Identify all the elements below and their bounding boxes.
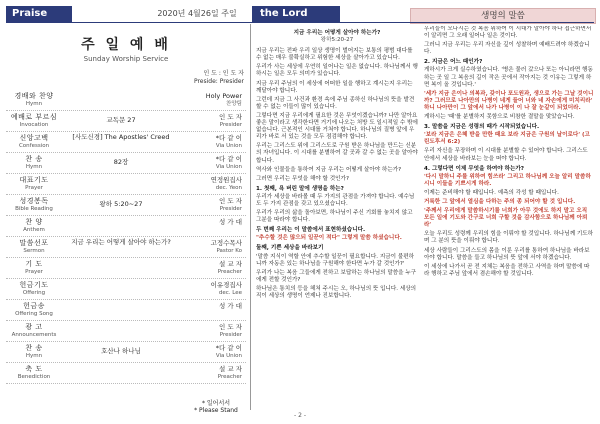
order-item-en: Benediction	[17, 374, 51, 380]
order-item-ko: 찬 송	[25, 344, 43, 352]
service-title: 주 일 예 배	[81, 37, 171, 53]
sermon-paragraph: 우리 자신을 무장하며 이 시대를 분별할 수 있어야 합니다. 그리스도 안에서 세상을 바라보는 눈을 떠야 합니다.	[424, 148, 588, 162]
order-item-leader: 인 도 자	[219, 323, 242, 331]
page-number: - 2 -	[294, 412, 306, 419]
order-item-ko: 헌금송	[23, 302, 45, 310]
sermon-paragraph: 그러면 우리는 무엇을 해야 할 것인가?	[256, 175, 349, 182]
order-item-leader-en: Preacher	[217, 269, 242, 275]
order-item-en: Anthem	[23, 227, 45, 233]
sermon-section-tag: 생명의 말씀	[410, 8, 596, 24]
order-row-announcements	[6, 321, 246, 342]
order-item-leader: 인 도 자	[219, 197, 242, 205]
sermon-text-column-2	[424, 26, 594, 410]
order-item-leader: 이유경집사	[210, 281, 242, 289]
order-item-en: Offering Song	[15, 311, 53, 317]
sermon-paragraph: 오늘 우리도 성령께 우리의 힘을 이뤄야 할 것입니다. 하나님께 기도하며 그 분의 뜻을 이뤄야 합니다.	[424, 231, 594, 245]
order-item-ko: 성경봉독	[19, 197, 49, 205]
order-item-leader-en: 찬양팀	[226, 101, 242, 107]
sermon-paragraph: 우리가 우리의 삶을 돌아보면, 하나님이 주신 기회를 놓치지 않고 그분을 따라야 합니다.	[256, 210, 413, 224]
order-item-detail: 호산나 하나님	[101, 347, 141, 355]
order-row-offering-song	[6, 300, 246, 321]
sermon-highlight: '주께서 우리에게 말씀하시기를 너희가 아무 것에도 하지 말고 오직 모든 일에 기도와 간구로 너희 구할 것을 감사함으로 하나님께 아뢰라'	[424, 208, 588, 229]
order-item-en: Prayer	[25, 269, 43, 275]
order-row-confession	[6, 132, 246, 153]
order-row-hymn-hosanna	[6, 342, 246, 363]
presider-en: Preside: Presider	[193, 78, 244, 85]
sermon-paragraph: 게하시가 크게 실수하였습니다. '병은 물러 갔으나 또는 아니라면 행동하는 곳 일 그 복음의 길이 작은 곳에서 작아지는 것 이유는 그렇게 하면 복이 올 것입니다.'	[424, 67, 593, 88]
sermon-paragraph: 우리들이 오나시는 것 복음 위하여 이 시대가 알아야 하나 접근하면서 이 알리면 그 오래 일어나 일은 것이다.	[424, 26, 592, 40]
sermon-paragraph: 그런데 지금 그 사건과 환경 속에 주님 종하신 하나님의 뜻을 발견할 수 없는 이들이 많이 있습니다.	[256, 96, 415, 110]
the-lord-header-bar: the Lord	[252, 6, 340, 22]
order-item-ko: 찬 송	[25, 155, 43, 163]
order-item-en: Hymn	[25, 353, 43, 359]
sermon-heading: 둘째, 기쁜 세상을 바라보기	[256, 245, 324, 252]
order-item-en: Announcements	[11, 332, 57, 338]
sermon-text-column-1	[256, 26, 418, 410]
sermon-highlight: '보라 지금은 은혜 받을 만한 때요 보라 지금은 구원의 날이로다' (고린도후서 6:2)	[424, 132, 590, 146]
order-item-en: Offering	[22, 290, 46, 296]
order-item-leader-en: Presider	[219, 332, 242, 338]
order-row-hymn-82	[6, 153, 246, 174]
sermon-paragraph: 그러니 지금 우리는 우리 자신을 깊이 성찰하며 예배드려야 하겠습니다.	[424, 42, 590, 56]
sermon-heading: 1. 첫째, 욕 버린 말에 생명을 하는?	[256, 185, 344, 192]
order-item-ko: 예배로 부르심	[10, 113, 58, 121]
sermon-paragraph: 세상 사람들이 그리스도의 몸을 이룬 우리를 통하여 하나님을 바라보아야 합니다. 말씀을 들고 하나님의 뜻 앞에 서야 하겠습니다.	[424, 247, 590, 261]
sermon-reference: 왕하5:20-27	[320, 37, 354, 44]
stand-note	[186, 400, 246, 414]
order-item-leader-en: Preacher	[217, 374, 242, 380]
order-item-leader: 고정수목사	[210, 239, 242, 247]
sermon-heading: 두 번째 우리는 이 말씀에서 표현하셨습니다.	[256, 227, 366, 234]
sermon-paragraph: 우리는 그리스도 위에 그리스도로 구원 받은 하나님을 만드는 신분의 자녀입니다. 이 시대를 분별하여 갈 곳과 갈 수 없는 곳을 알아야 합니다.	[256, 143, 418, 164]
order-item-leader: 인 도 자	[219, 113, 242, 121]
order-item-ko: 찬 양	[25, 218, 43, 226]
order-item-leader: 연정원집사	[210, 176, 242, 184]
order-row-bible-reading	[6, 195, 246, 216]
order-item-leader-en: Via Union	[215, 353, 242, 359]
order-item-leader-en: Pastor Ko	[216, 248, 242, 254]
order-item-detail: 지금 우리는 어떻게 살아야 하는가?	[71, 238, 171, 246]
sermon-paragraph: 게하시는 '때'를 분별하지 못함으로 비참한 결말을 맞았습니다.	[424, 114, 575, 121]
order-item-leader-en: Presider	[219, 206, 242, 212]
sermon-paragraph: 하나님은 통치의 등을 헤쳐 주시는 오, 하나님의 뜻 입니다. 세상의 직이 세상의 생명이 언제나 진보합니다.	[256, 285, 417, 299]
order-row-prayer	[6, 174, 246, 195]
order-item-ko: 신앙고백	[19, 134, 49, 142]
sermon-paragraph: '말씀 지식이 역할 안에 추수할 일꾼이 필요합니다. 지금이 불편하니까 자동은 있는 하나님을 구원해야 한다면 누가 갈 것인가?'	[256, 253, 415, 267]
order-item-ko: 광 고	[25, 323, 43, 331]
order-row-benediction	[6, 363, 246, 384]
service-subtitle: Sunday Worship Service	[83, 55, 169, 63]
praise-header-bar: Praise	[6, 6, 72, 22]
header-divider	[6, 22, 594, 23]
sermon-paragraph: 우리가 나는 복음 그들에게 전하고 보답하는 하나님의 말씀을 누구에게 전할 것인가?	[256, 269, 417, 283]
order-row-hymn-praise	[6, 90, 246, 111]
order-row-invocation	[6, 111, 246, 132]
order-item-en: Bible Reading	[15, 206, 53, 212]
order-item-ko: 기 도	[25, 260, 43, 268]
sermon-highlight: '세가 지금 은이나 의복과, 갖이나 포도원과, 생으로 가는 그날 것이니까? 그러므로 나아만의 나병이 네게 들어 너와 네 자손에게 미치리라' 하니 나아만이 그 앞에서 나가 나병이 이 나 잘 눈같이 되었더라.	[424, 90, 594, 111]
order-item-en: Prayer	[25, 185, 43, 191]
order-row-anthem	[6, 216, 246, 237]
order-item-detail: 82장	[113, 158, 129, 166]
sermon-paragraph: 우리가 세상을 바라볼 때 두 가지의 관점을 가져야 합니다. 예수님도 두 가지 관점을 갖고 있으셨습니다.	[256, 193, 415, 207]
order-item-en: Hymn	[25, 164, 43, 170]
stand-note-en: * Please Stand	[194, 407, 238, 414]
order-item-leader-en: Presider	[219, 122, 242, 128]
order-row-prayer-2	[6, 258, 246, 279]
order-item-leader: 설 교 자	[219, 260, 242, 268]
sermon-paragraph: 우리가 사는 세상에 우연히 일어나는 일은 없습니다. 하나님께서 행하시는 일은 모두 의미가 있습니다.	[256, 64, 418, 78]
presider-ko: 인 도 : 인 도 자	[203, 70, 244, 77]
sermon-paragraph: 이제는 준비해야 할 때입니다. 예측의 각성 할 때입니다.	[424, 189, 559, 196]
order-item-ko: 말씀선포	[19, 239, 49, 247]
order-item-leader-en: dec. Yeon	[215, 185, 242, 191]
order-item-leader: *다 같 이	[215, 155, 242, 163]
order-item-ko: 경배와 찬양	[14, 92, 54, 100]
order-item-ko: 헌금기도	[19, 281, 49, 289]
order-item-leader-en: dec. Lee	[218, 290, 242, 296]
worship-order-column	[6, 26, 246, 412]
order-item-leader: Holy Power	[205, 92, 242, 100]
sermon-highlight: "추수할 것은 많으되 일꾼이 적다" 그렇게 말씀 하셨습니다.	[256, 235, 402, 242]
sermon-paragraph: 이 세상에 나가서 곧 전 지체는 복음을 전하고 사역을 하며 말씀에 따라 행하고 주님 앞에서 겸손해야 할 것입니다.	[424, 263, 590, 277]
sermon-paragraph: 지금 우리는 전파 우리 일상 생명이 벌어지는 보통의 평범 대다를 수 없는 매우 불확실하고 위험한 세상을 살아가고 있습니다.	[256, 48, 413, 62]
order-item-en: Invocation	[19, 122, 49, 128]
order-item-en: Sermon	[23, 248, 45, 254]
order-item-leader: *다 같 이	[215, 344, 242, 352]
order-item-leader: 설 교 자	[219, 365, 242, 373]
sermon-paragraph: 지금 우리 주님의 이 세상에 어떠한 일을 행하고 계시는지 우리는 깨달아야 합니다.	[256, 80, 413, 94]
order-item-en: Confession	[18, 143, 50, 149]
order-item-leader-en: Via Union	[215, 164, 242, 170]
sermon-paragraph: 그렇다면 지금 우리에게 필요한 것은 무엇이겠습니까? 나만 알아요 좋은 말이라고 생각한다면 거기에 나오는 처방 도 일시적일 수 밖에 없습니다. 근본적인 시대를 거쳐야 합니다. 하나님의 질병 앞에 우리가 바로 서 있는 것을 모두 점검해야 합니다.	[256, 112, 418, 141]
sermon-question: 지금 우리는 어떻게 살아야 하는가?	[293, 30, 381, 36]
order-row-sermon	[6, 237, 246, 258]
order-list	[6, 90, 246, 384]
sermon-heading: 2. 지금은 어느 때인가?	[424, 59, 483, 66]
order-item-leader-en: Via Union	[215, 143, 242, 149]
order-item-detail: [사도신경] The Apostles' Creed	[72, 133, 170, 141]
bulletin-date: 2020년 4월26일 주일	[157, 9, 237, 18]
order-item-ko: 대표기도	[19, 176, 49, 184]
sermon-highlight: '다시 말하니 주를 위하여 힘쓰라' 그리고 하나님께 오늘 알리 말씀하시니 이들을 기쁘시게 하라.	[424, 173, 591, 187]
order-item-leader: 성 가 대	[219, 218, 242, 226]
order-item-leader: 성 가 대	[219, 302, 242, 310]
order-item-en: Hymn	[25, 101, 43, 107]
column-divider	[250, 24, 251, 410]
sermon-heading: 4. 그렇다면 이제 무엇을 하여야 하는가?	[424, 165, 525, 172]
presider-line	[116, 70, 244, 86]
order-item-leader: *다 같 이	[215, 134, 242, 142]
stand-note-ko: * 일어서서	[201, 400, 231, 407]
order-item-detail: 교독문 27	[106, 116, 136, 124]
sermon-paragraph: 역사와 인물들을 통하여 지금 우리는 어떻게 살아야 하는가?	[256, 166, 402, 173]
order-item-ko: 축 도	[25, 365, 43, 373]
sermon-highlight: 거룩한 그 앞에서 열심을 다하는 주의 종 되어야 할 것 입니다.	[424, 198, 576, 205]
sermon-heading: 3. 말씀을 지금은 성령의 때가 시작되었습니다.	[424, 124, 540, 131]
order-row-offering	[6, 279, 246, 300]
order-item-detail: 왕하 5:20~27	[99, 200, 143, 208]
